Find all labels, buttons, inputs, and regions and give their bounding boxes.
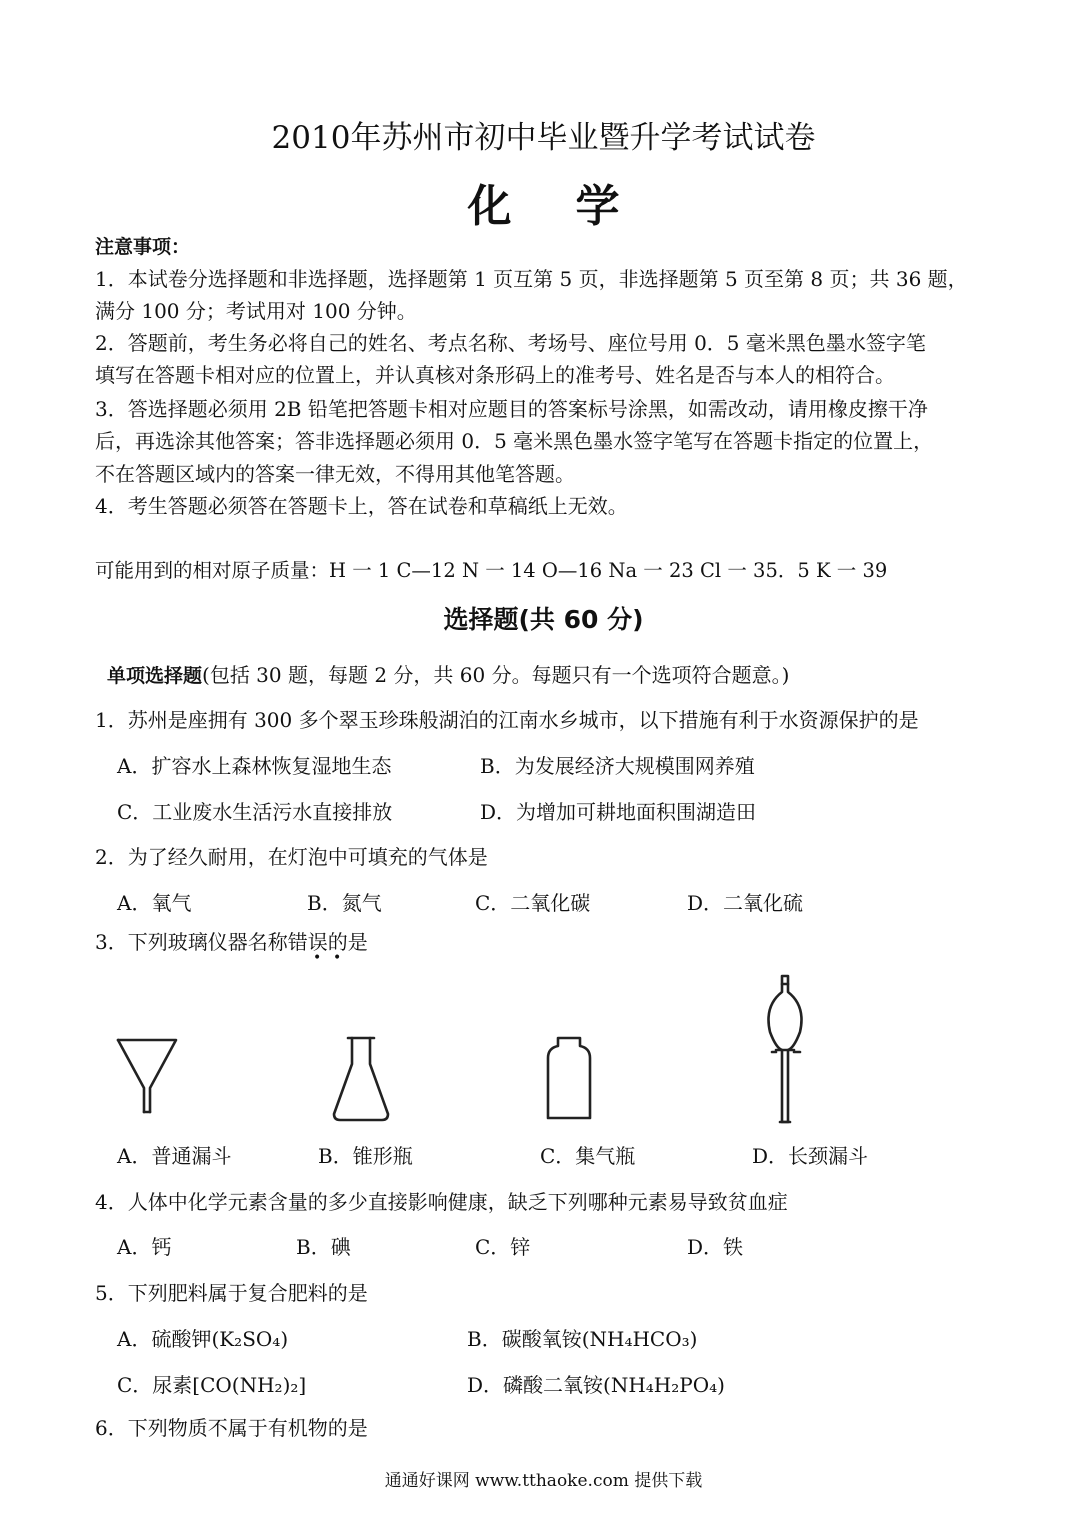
notice-line: 4．考生答题必须答在答题卡上，答在试卷和草稿纸上无效。 bbox=[95, 494, 628, 518]
notice-line: 后，再选涂其他答案；答非选择题必须用 0．5 毫米黑色墨水签字笔写在答题卡指定的位置上， bbox=[95, 429, 934, 453]
q5-option-d: D．磷酸二氧铵(NH₄H₂PO₄) bbox=[467, 1373, 725, 1397]
notice-line: 满分 100 分；考试用对 100 分钟。 bbox=[95, 299, 417, 323]
q2-option-b: B．氮气 bbox=[307, 891, 382, 915]
question-2-stem: 2．为了经久耐用，在灯泡中可填充的气体是 bbox=[95, 845, 488, 869]
instruction-line bbox=[107, 659, 789, 688]
question-1-stem: 1．苏州是座拥有 300 多个翠玉珍珠般湖泊的江南水乡城市，以下措施有利于水资源保护的是 bbox=[95, 708, 919, 732]
q1-option-c: C．工业废水生活污水直接排放 bbox=[117, 800, 393, 824]
question-5-stem: 5．下列肥料属于复合肥料的是 bbox=[95, 1281, 368, 1305]
instruction-rest: (包括 30 题，每题 2 分，共 60 分。每题只有一个选项符合题意。) bbox=[202, 663, 790, 687]
notice-line: 2．答题前，考生务必将自己的姓名、考点名称、考场号、座位号用 0．5 毫米黑色墨水签字笔 bbox=[95, 331, 926, 355]
q5-option-a: A．硫酸钾(K₂SO₄) bbox=[117, 1327, 289, 1351]
notice-line: 1．本试卷分选择题和非选择题，选择题第 1 页互第 5 页，非选择题第 5 页至第 8 页；共 36 题， bbox=[95, 267, 968, 291]
q1-option-d: D．为增加可耕地面积围湖造田 bbox=[480, 800, 757, 824]
q1-option-b: B．为发展经济大规模围网养殖 bbox=[480, 754, 755, 778]
emphasis-dot: • bbox=[333, 950, 342, 966]
conical-flask-icon bbox=[330, 1034, 392, 1124]
q1-option-a: A．扩容水上森林恢复湿地生态 bbox=[117, 754, 392, 778]
atomic-mass-line: 可能用到的相对原子质量：H 一 1 C—12 N 一 14 O—16 Na 一 23 Cl 一 35．5 K 一 39 bbox=[95, 559, 888, 582]
q5-option-b: B．碳酸氧铵(NH₄HCO₃) bbox=[467, 1327, 698, 1351]
q4-option-b: B．碘 bbox=[296, 1235, 351, 1259]
notice-heading: 注意事项： bbox=[95, 236, 191, 258]
instruction-bold: 单项选择题 bbox=[107, 665, 203, 687]
q3-option-c: C．集气瓶 bbox=[540, 1144, 636, 1168]
notice-line: 填写在答题卡相对应的位置上，并认真核对条形码上的准考号、姓名是否与本人的相符合。 bbox=[95, 363, 895, 387]
question-3-stem: 3．下列玻璃仪器名称错误的是 bbox=[95, 930, 368, 954]
separatory-funnel-icon bbox=[760, 972, 810, 1132]
q4-option-a: A．钙 bbox=[117, 1235, 172, 1259]
gas-bottle-icon bbox=[546, 1034, 592, 1124]
emphasis-dot: • bbox=[313, 950, 322, 966]
q2-option-d: D．二氧化硫 bbox=[687, 891, 804, 915]
q4-option-d: D．铁 bbox=[687, 1235, 744, 1259]
notice-line: 不在答题区域内的答案一律无效，不得用其他笔答题。 bbox=[95, 462, 575, 486]
q3-option-d: D．长颈漏斗 bbox=[752, 1144, 869, 1168]
notice-line: 3．答选择题必须用 2B 铅笔把答题卡相对应题目的答案标号涂黑，如需改动，请用橡皮擦干净 bbox=[95, 397, 928, 421]
q3-option-a: A．普通漏斗 bbox=[117, 1144, 232, 1168]
q2-option-a: A．氧气 bbox=[117, 891, 192, 915]
exam-title: 2010年苏州市初中毕业暨升学考试试卷 bbox=[271, 120, 816, 156]
q2-option-c: C．二氧化碳 bbox=[475, 891, 591, 915]
funnel-icon bbox=[114, 1036, 180, 1116]
subject-heading: 化学 bbox=[467, 181, 684, 232]
q5-option-c: C．尿素[CO(NH₂)₂] bbox=[117, 1373, 307, 1397]
question-4-stem: 4．人体中化学元素含量的多少直接影响健康，缺乏下列哪种元素易导致贫血症 bbox=[95, 1190, 788, 1214]
section-title: 选择题(共 60 分) bbox=[443, 605, 644, 634]
question-6-stem: 6．下列物质不属于有机物的是 bbox=[95, 1416, 368, 1440]
q3-option-b: B．锥形瓶 bbox=[318, 1144, 413, 1168]
q4-option-c: C．锌 bbox=[475, 1235, 531, 1259]
footer-watermark: 通通好课网 www.tthaoke.com 提供下载 bbox=[384, 1471, 703, 1491]
